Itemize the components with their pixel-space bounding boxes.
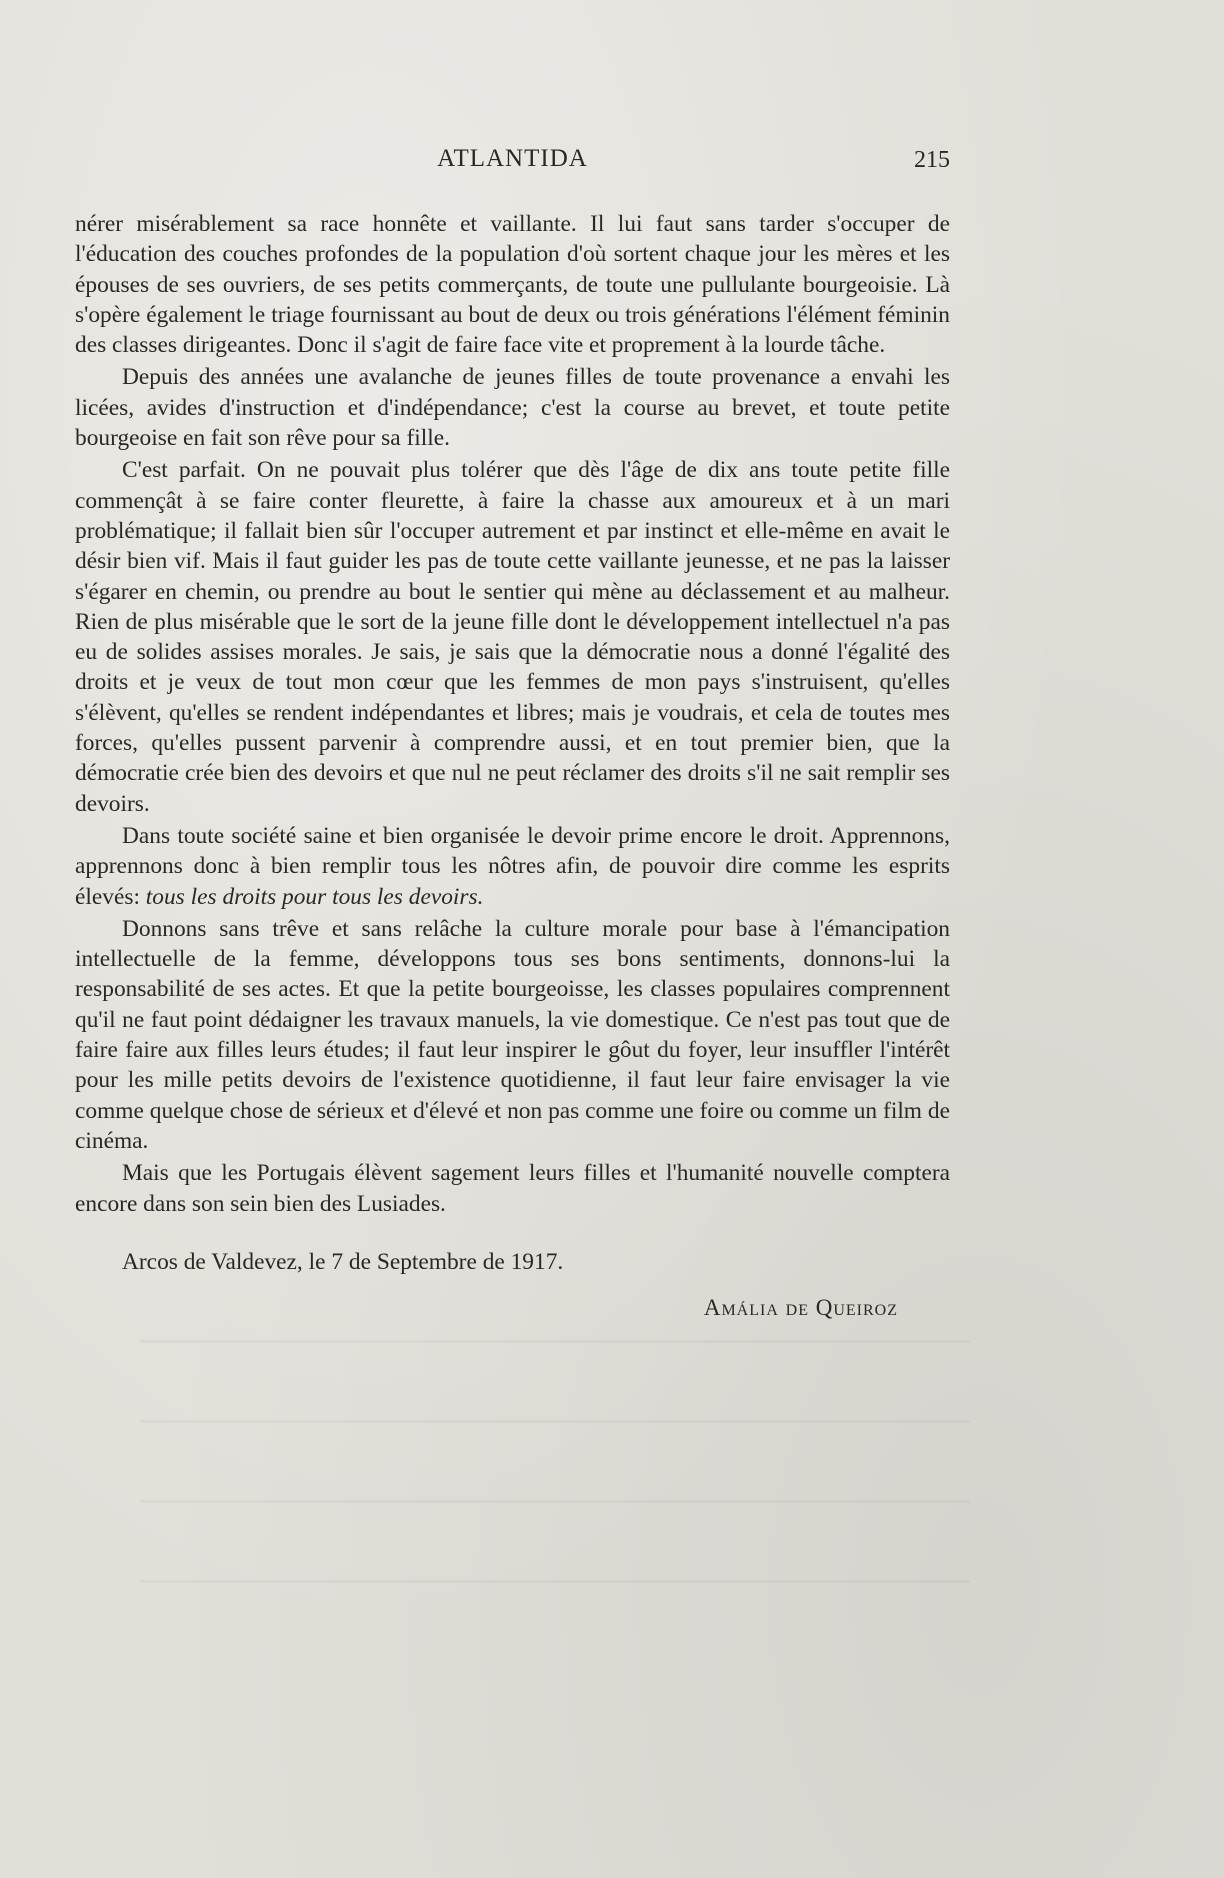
bleed-through-shadow bbox=[140, 1420, 970, 1423]
paragraph-4 bbox=[75, 821, 950, 912]
bleed-through-shadow bbox=[140, 1340, 970, 1343]
bleed-through-shadow bbox=[140, 1580, 970, 1583]
paragraph-1: nérer misérablement sa race honnête et vaillante. Il lui faut sans tarder s'occuper de l'éducation des couches profondes de la population d'où sortent chaque jour les mères et les épouses de ses ouvriers, de ses petits commerçants, de toute une pullulante bourgeoisie. Là s'opère également le triage fournissant au bout de deux ou trois générations l'élément féminin des classes dirigeantes. Donc il s'agit de faire face vite et proprement à la lourde tâche. bbox=[75, 211, 950, 359]
motto: tous les droits pour tous les devoirs. bbox=[145, 883, 484, 910]
running-title: ATLANTIDA bbox=[437, 145, 588, 172]
page-header bbox=[75, 145, 950, 175]
paragraph-5: Donnons sans trêve et sans relâche la culture morale pour base à l'émancipation intellectuelle de la femme, développons tous ses bons sentiments, donnons-lui la responsabilité de ses actes. Et que la petite bourgeoisse, les classes populaires comprennent qu'il ne faut point dédaigner les travaux manuels, la vie domestique. Ce n'est pas tout que de faire faire aux filles leurs études; il faut leur inspirer le gôut du foyer, leur insuffler l'intérêt pour les mille petits devoirs de l'existence quotidienne, il faut leur faire envisager la vie comme quelque chose de sérieux et d'élevé et non pas comme une foire ou comme un film de cinéma. bbox=[75, 915, 950, 1154]
paragraph-3: C'est parfait. On ne pouvait plus tolérer que dès l'âge de dix ans toute petite fille commençât à se faire conter fleurette, à faire la chasse aux amoureux et à un mari problématique; il fallait bien sûr l'occuper autrement et par instinct et elle-même en avait le désir bien vif. Mais il faut guider les pas de toute cette vaillante jeunesse, et ne pas la laisser s'égarer en chemin, ou prendre au bout le sentier qui mène au déclassement et au malheur. Rien de plus misérable que le sort de la jeune fille dont le développement intellectuel n'a pas eu de solides assises morales. Je sais, je sais que la démocratie nous a donné l'égalité des droits et je veux de tout mon cœur que les femmes de mon pays s'instruisent, qu'elles s'élèvent, qu'elles se rendent indépendantes et libres; mais je voudrais, et cela de toutes mes forces, qu'elles pussent parvenir à comprendre aussi, et en tout premier bien, que la démocratie crée bien des devoirs et que nul ne peut réclamer des droits s'il ne sait remplir ses devoirs. bbox=[75, 457, 950, 817]
paragraph-4-text: Dans toute société saine et bien organisée le devoir prime encore le droit. Apprennons, apprennons donc à bien remplir tous les nôtres afin, de pouvoir dire comme les esprits élevés: bbox=[75, 822, 950, 910]
article-body bbox=[75, 209, 950, 1323]
paragraph-2: Depuis des années une avalanche de jeunes filles de toute provenance a envahi les licées, avides d'instruction et d'indépendance; c'est la course au brevet, et toute petite bourgeoise en fait son rêve pour sa fille. bbox=[75, 364, 950, 452]
signature: Amália de Queiroz bbox=[703, 1295, 898, 1321]
page-number: 215 bbox=[914, 147, 950, 173]
dateline: Arcos de Valdevez, le 7 de Septembre de 1917. bbox=[122, 1248, 564, 1275]
paragraph-6: Mais que les Portugais élèvent sagement leurs filles et l'humanité nouvelle comptera encore dans son sein bien des Lusiades. bbox=[75, 1160, 950, 1217]
bleed-through-shadow bbox=[140, 1500, 970, 1503]
